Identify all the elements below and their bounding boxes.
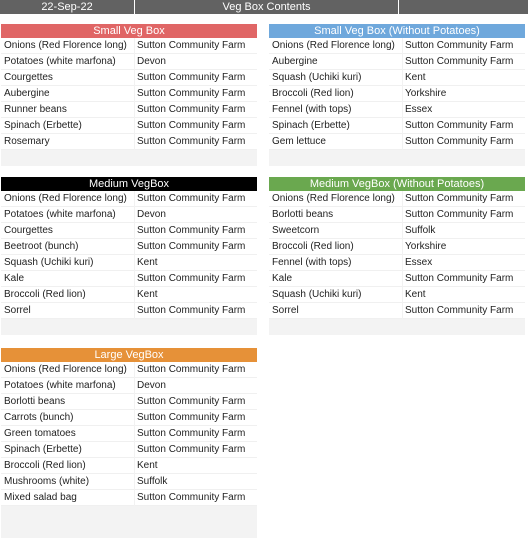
table-row[interactable] [1,362,257,378]
table-row[interactable] [269,271,525,287]
vegetable-cell[interactable]: Broccoli (Red lion) [4,289,86,300]
vegetable-cell[interactable]: Squash (Uchiki kuri) [272,72,362,83]
farm-cell[interactable]: Kent [137,460,158,471]
top-header-bar [0,0,528,14]
column-divider [402,271,403,287]
vegetable-cell[interactable]: Sorrel [272,305,299,316]
table-row[interactable] [1,223,257,239]
column-divider [134,38,135,54]
vegetable-cell[interactable]: Squash (Uchiki kuri) [272,289,362,300]
vegetable-cell[interactable]: Carrots (bunch) [4,412,74,423]
table-row[interactable] [269,223,525,239]
table-row[interactable] [269,255,525,271]
table-row[interactable] [269,54,525,70]
column-divider [134,287,135,303]
vegetable-cell[interactable]: Fennel (with tops) [272,257,352,268]
column-divider [402,239,403,255]
vegetable-cell[interactable]: Potatoes (white marfona) [4,56,116,67]
farm-cell[interactable]: Suffolk [137,476,168,487]
medium-veg-box-no-potatoes-rows [269,191,525,335]
farm-cell[interactable]: Sutton Community Farm [137,40,246,51]
vegetable-cell[interactable]: Onions (Red Florence long) [4,193,127,204]
table-row[interactable] [1,410,257,426]
table-row[interactable] [269,102,525,118]
farm-cell[interactable]: Kent [405,289,426,300]
column-divider [134,239,135,255]
farm-cell[interactable]: Yorkshire [405,88,447,99]
vegetable-cell[interactable]: Sweetcorn [272,225,320,236]
column-divider [134,207,135,223]
table-row[interactable] [1,239,257,255]
table-row[interactable] [1,474,257,490]
vegetable-cell[interactable]: Borlotti beans [272,209,334,220]
column-divider [134,255,135,271]
farm-cell[interactable]: Sutton Community Farm [405,273,514,284]
vegetable-cell[interactable]: Onions (Red Florence long) [4,40,127,51]
table-row[interactable] [1,394,257,410]
column-divider [134,410,135,426]
table-row[interactable] [1,287,257,303]
vegetable-cell[interactable]: Broccoli (Red lion) [272,241,354,252]
medium-veg-box-no-potatoes [269,177,525,335]
vegetable-cell[interactable]: Beetroot (bunch) [4,241,79,252]
table-row[interactable] [1,134,257,150]
column-divider [134,378,135,394]
column-divider [402,303,403,319]
farm-cell[interactable]: Sutton Community Farm [137,241,246,252]
medium-veg-box [1,177,257,335]
column-divider [134,394,135,410]
vegetable-cell[interactable]: Sorrel [4,305,31,316]
column-divider [134,458,135,474]
empty-row[interactable] [1,522,257,538]
vegetable-cell[interactable]: Potatoes (white marfona) [4,209,116,220]
table-row[interactable] [1,54,257,70]
column-divider [134,118,135,134]
farm-cell[interactable]: Devon [137,209,166,220]
table-row[interactable] [1,458,257,474]
column-divider [402,102,403,118]
farm-cell[interactable]: Sutton Community Farm [137,88,246,99]
column-divider [402,70,403,86]
small-veg-box-no-potatoes-rows [269,38,525,166]
vegetable-cell[interactable]: Runner beans [4,104,67,115]
large-veg-box [1,348,257,538]
table-row[interactable] [1,303,257,319]
farm-cell[interactable]: Kent [137,257,158,268]
large-veg-box-rows [1,362,257,538]
medium-veg-box-rows [1,191,257,335]
column-divider [134,70,135,86]
farm-cell[interactable]: Sutton Community Farm [137,72,246,83]
farm-cell[interactable]: Sutton Community Farm [137,364,246,375]
table-row[interactable] [1,70,257,86]
farm-cell[interactable]: Kent [137,289,158,300]
empty-row[interactable] [269,150,525,166]
column-divider [134,86,135,102]
table-row[interactable] [269,207,525,223]
table-row[interactable] [1,271,257,287]
column-divider [134,102,135,118]
column-divider [134,191,135,207]
column-divider [134,490,135,506]
farm-cell[interactable]: Sutton Community Farm [137,104,246,115]
farm-cell[interactable]: Kent [405,72,426,83]
sheet-title[interactable]: Veg Box Contents [222,1,311,13]
small-veg-box-rows [1,38,257,166]
farm-cell[interactable]: Sutton Community Farm [137,120,246,131]
vegetable-cell[interactable]: Kale [4,273,25,284]
column-divider [134,303,135,319]
column-divider [402,223,403,239]
vegetable-cell[interactable]: Courgettes [4,225,53,236]
vegetable-cell[interactable]: Onions (Red Florence long) [272,40,395,51]
column-divider [402,191,403,207]
vegetable-cell[interactable]: Aubergine [272,56,318,67]
column-divider [402,207,403,223]
column-divider [134,134,135,150]
empty-row[interactable] [1,506,257,522]
vegetable-cell[interactable]: Fennel (with tops) [272,104,352,115]
vegetable-cell[interactable]: Broccoli (Red lion) [4,460,86,471]
vegetable-cell[interactable]: Green tomatoes [4,428,76,439]
farm-cell[interactable]: Sutton Community Farm [137,492,246,503]
column-divider [402,38,403,54]
table-row[interactable] [1,207,257,223]
column-divider [134,271,135,287]
column-divider [134,223,135,239]
table-row[interactable] [1,426,257,442]
table-row[interactable] [1,86,257,102]
vegetable-cell[interactable]: Potatoes (white marfona) [4,380,116,391]
table-row[interactable] [269,191,525,207]
column-divider [402,86,403,102]
vegetable-cell[interactable]: Aubergine [4,88,50,99]
farm-cell[interactable]: Sutton Community Farm [405,305,514,316]
vegetable-cell[interactable]: Borlotti beans [4,396,66,407]
column-divider [402,255,403,271]
vegetable-cell[interactable]: Onions (Red Florence long) [4,364,127,375]
farm-cell[interactable]: Essex [405,104,433,115]
farm-cell[interactable]: Sutton Community Farm [405,193,514,204]
vegetable-cell[interactable]: Kale [272,273,293,284]
table-row[interactable] [269,239,525,255]
farm-cell[interactable]: Sutton Community Farm [405,40,514,51]
farm-cell[interactable]: Devon [137,56,166,67]
vegetable-cell[interactable]: Rosemary [4,136,50,147]
column-divider [402,54,403,70]
table-row[interactable] [1,378,257,394]
column-divider [134,362,135,378]
farm-cell[interactable]: Sutton Community Farm [405,120,514,131]
column-divider [402,287,403,303]
farm-cell[interactable]: Sutton Community Farm [137,225,246,236]
vegetable-cell[interactable]: Courgettes [4,72,53,83]
empty-row[interactable] [1,150,257,166]
farm-cell[interactable]: Sutton Community Farm [137,305,246,316]
table-row[interactable] [269,118,525,134]
column-divider [134,426,135,442]
table-row[interactable] [1,442,257,458]
table-row[interactable] [269,86,525,102]
farm-cell[interactable]: Devon [137,380,166,391]
table-row[interactable] [1,255,257,271]
column-divider [134,474,135,490]
table-row[interactable] [1,191,257,207]
table-row[interactable] [1,490,257,506]
farm-cell[interactable]: Sutton Community Farm [137,428,246,439]
vegetable-cell[interactable]: Broccoli (Red lion) [272,88,354,99]
empty-row[interactable] [269,319,525,335]
farm-cell[interactable]: Sutton Community Farm [137,273,246,284]
column-divider [134,442,135,458]
vegetable-cell[interactable]: Gem lettuce [272,136,326,147]
table-row[interactable] [1,118,257,134]
farm-cell[interactable]: Suffolk [405,225,436,236]
medium-veg-box-no-potatoes-title[interactable]: Medium VegBox (Without Potatoes) [269,177,525,191]
vegetable-cell[interactable]: Mushrooms (white) [4,476,90,487]
table-row[interactable] [269,287,525,303]
small-veg-box-no-potatoes [269,24,525,166]
farm-cell[interactable]: Sutton Community Farm [405,209,514,220]
large-veg-box-title[interactable]: Large VegBox [1,348,257,362]
table-row[interactable] [269,134,525,150]
column-divider [402,118,403,134]
farm-cell[interactable]: Sutton Community Farm [137,193,246,204]
table-row[interactable] [269,303,525,319]
vegetable-cell[interactable]: Spinach (Erbette) [4,120,82,131]
empty-row[interactable] [1,319,257,335]
farm-cell[interactable]: Sutton Community Farm [405,56,514,67]
farm-cell[interactable]: Sutton Community Farm [137,396,246,407]
medium-veg-box-title[interactable]: Medium VegBox [1,177,257,191]
table-row[interactable] [269,70,525,86]
small-veg-box-no-potatoes-title[interactable]: Small Veg Box (Without Potatoes) [269,24,525,38]
column-divider [402,134,403,150]
date-cell[interactable]: 22-Sep-22 [41,1,93,13]
farm-cell[interactable]: Essex [405,257,433,268]
farm-cell[interactable]: Yorkshire [405,241,447,252]
column-divider [134,54,135,70]
small-veg-box-title[interactable]: Small Veg Box [1,24,257,38]
empty-header-cell[interactable] [399,0,528,14]
vegetable-cell[interactable]: Mixed salad bag [4,492,77,503]
vegetable-cell[interactable]: Spinach (Erbette) [4,444,82,455]
farm-cell[interactable]: Sutton Community Farm [137,412,246,423]
vegetable-cell[interactable]: Squash (Uchiki kuri) [4,257,94,268]
vegetable-cell[interactable]: Spinach (Erbette) [272,120,350,131]
farm-cell[interactable]: Sutton Community Farm [405,136,514,147]
vegetable-cell[interactable]: Onions (Red Florence long) [272,193,395,204]
table-row[interactable] [1,38,257,54]
small-veg-box [1,24,257,166]
table-row[interactable] [269,38,525,54]
table-row[interactable] [1,102,257,118]
farm-cell[interactable]: Sutton Community Farm [137,136,246,147]
farm-cell[interactable]: Sutton Community Farm [137,444,246,455]
